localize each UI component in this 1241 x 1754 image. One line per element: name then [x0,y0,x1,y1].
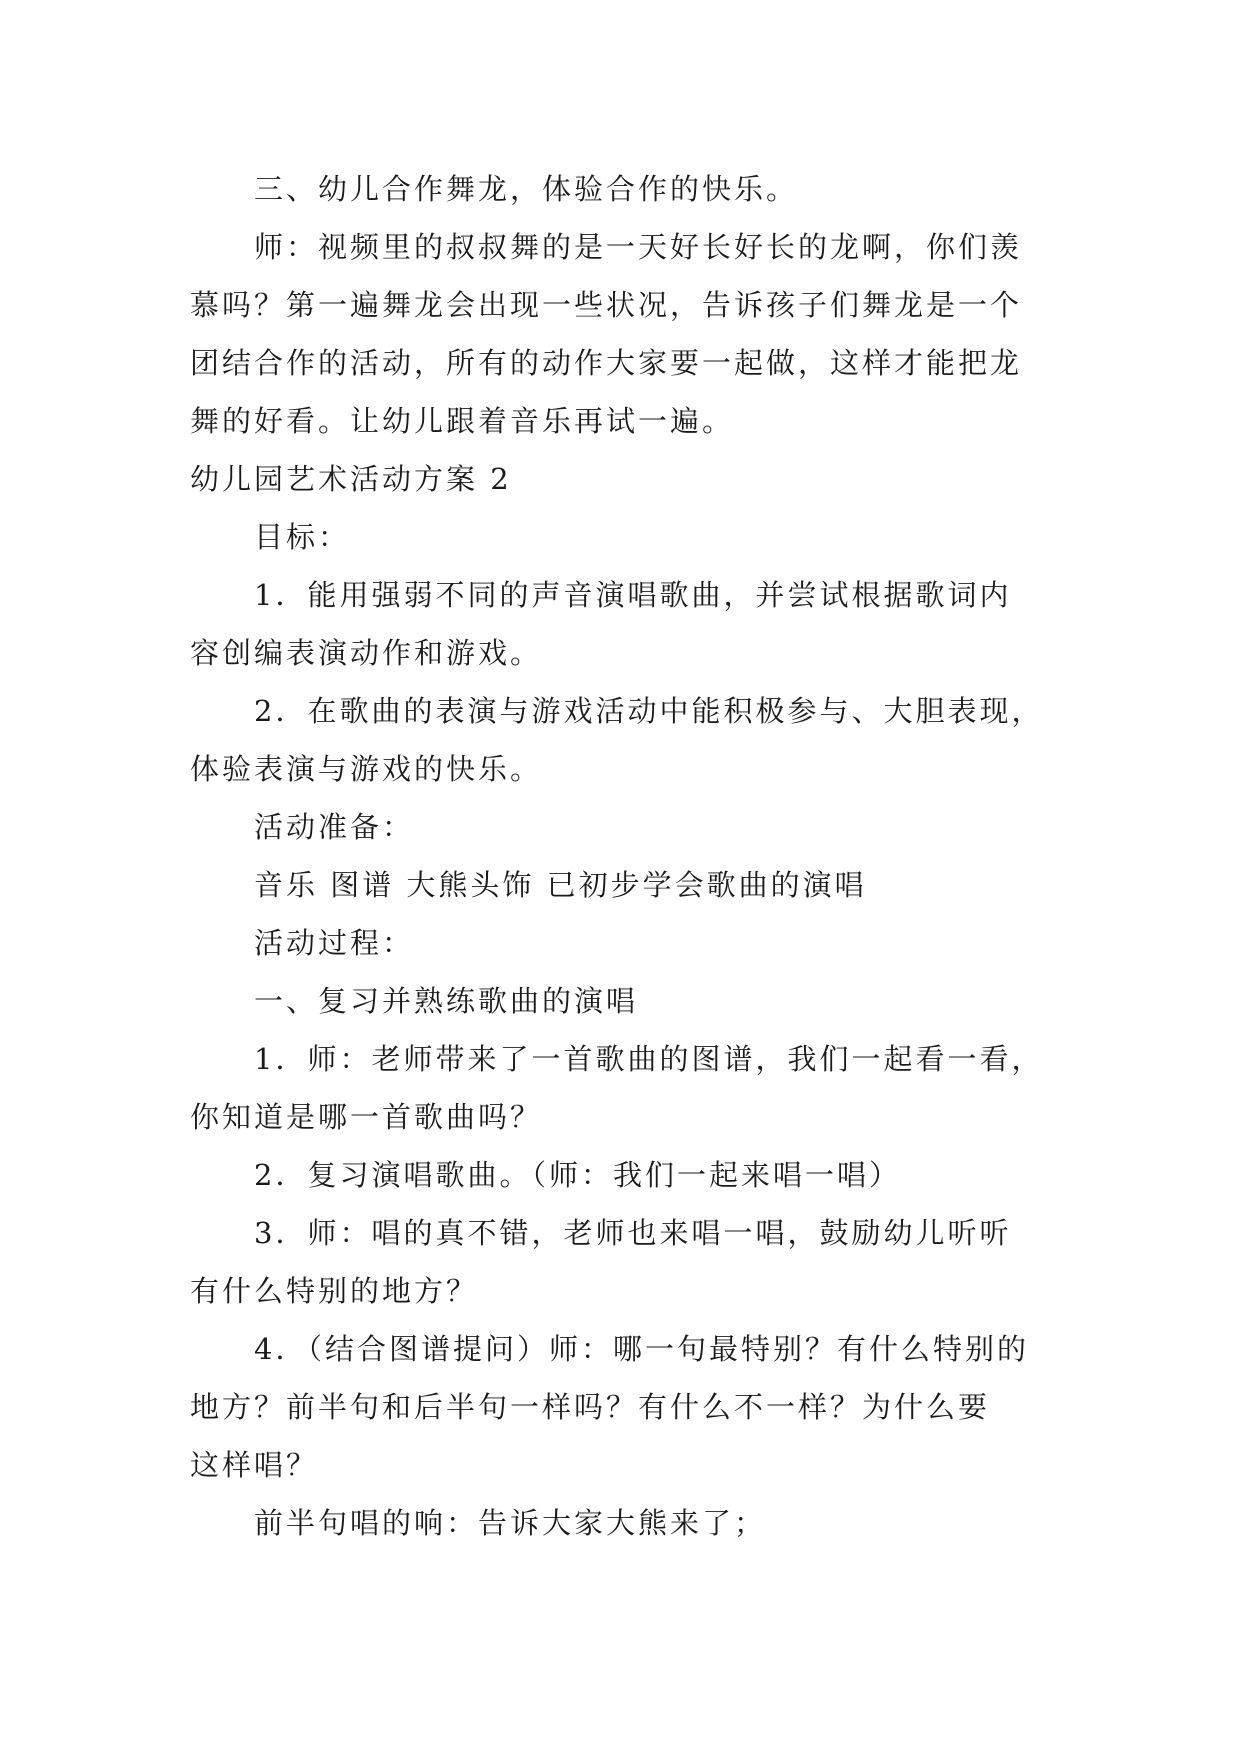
text-line: 目标： [254,520,351,554]
text-line: 体验表演与游戏的快乐。 [190,752,543,786]
paragraph-goal-2 [190,682,1070,798]
text-line: 2．复习演唱歌曲。（师：我们一起来唱一唱） [254,1158,901,1192]
text-line: 慕吗？第一遍舞龙会出现一些状况，告诉孩子们舞龙是一个 [190,288,1023,322]
paragraph-step-4 [190,1320,1070,1494]
text-line: 容创编表演动作和游戏。 [190,636,543,670]
paragraph-step-2 [190,1146,1070,1204]
section-heading-three [190,160,1070,218]
text-line: 团结合作的活动，所有的动作大家要一起做，这样才能把龙 [190,346,1023,380]
text-line: 音乐 图谱 大熊头饰 已初步学会歌曲的演唱 [254,868,867,902]
paragraph-first-half [190,1494,1070,1552]
text-line: 3．师：唱的真不错，老师也来唱一唱，鼓励幼儿听听 [254,1216,1012,1250]
text-line: 活动准备： [254,810,415,844]
section-heading-one [190,972,1070,1030]
document-title [190,450,1070,508]
paragraph-goal-1 [190,566,1070,682]
paragraph-step-3 [190,1204,1070,1320]
text-line: 幼儿园艺术活动方案 2 [190,462,512,496]
paragraph-preparation-items [190,856,1070,914]
paragraph-teacher-video [190,218,1070,450]
text-line: 活动过程： [254,926,415,960]
text-line: 1．能用强弱不同的声音演唱歌曲，并尝试根据歌词内 [254,578,1012,612]
text-line: 三、幼儿合作舞龙，体验合作的快乐。 [254,172,799,206]
text-line: 前半句唱的响：告诉大家大熊来了； [254,1506,767,1540]
paragraph-goals-label [190,508,1070,566]
text-line: 师：视频里的叔叔舞的是一天好长好长的龙啊，你们羡 [254,230,1023,264]
text-line: 舞的好看。让幼儿跟着音乐再试一遍。 [190,404,735,438]
text-line: 这样唱？ [190,1448,319,1482]
text-line: 有什么特别的地方？ [190,1274,479,1308]
paragraph-step-1 [190,1030,1070,1146]
text-line: 地方？前半句和后半句一样吗？有什么不一样？为什么要 [190,1390,991,1424]
text-line: 4．（结合图谱提问）师：哪一句最特别？有什么特别的 [254,1332,1029,1366]
text-line: 你知道是哪一首歌曲吗？ [190,1100,543,1134]
text-line: 2．在歌曲的表演与游戏活动中能积极参与、大胆表现， [254,694,1044,728]
text-line: 1．师：老师带来了一首歌曲的图谱，我们一起看一看， [254,1042,1044,1076]
text-line: 一、复习并熟练歌曲的演唱 [254,984,639,1018]
paragraph-preparation-label [190,798,1070,856]
paragraph-process-label [190,914,1070,972]
document-body [190,160,1070,1552]
